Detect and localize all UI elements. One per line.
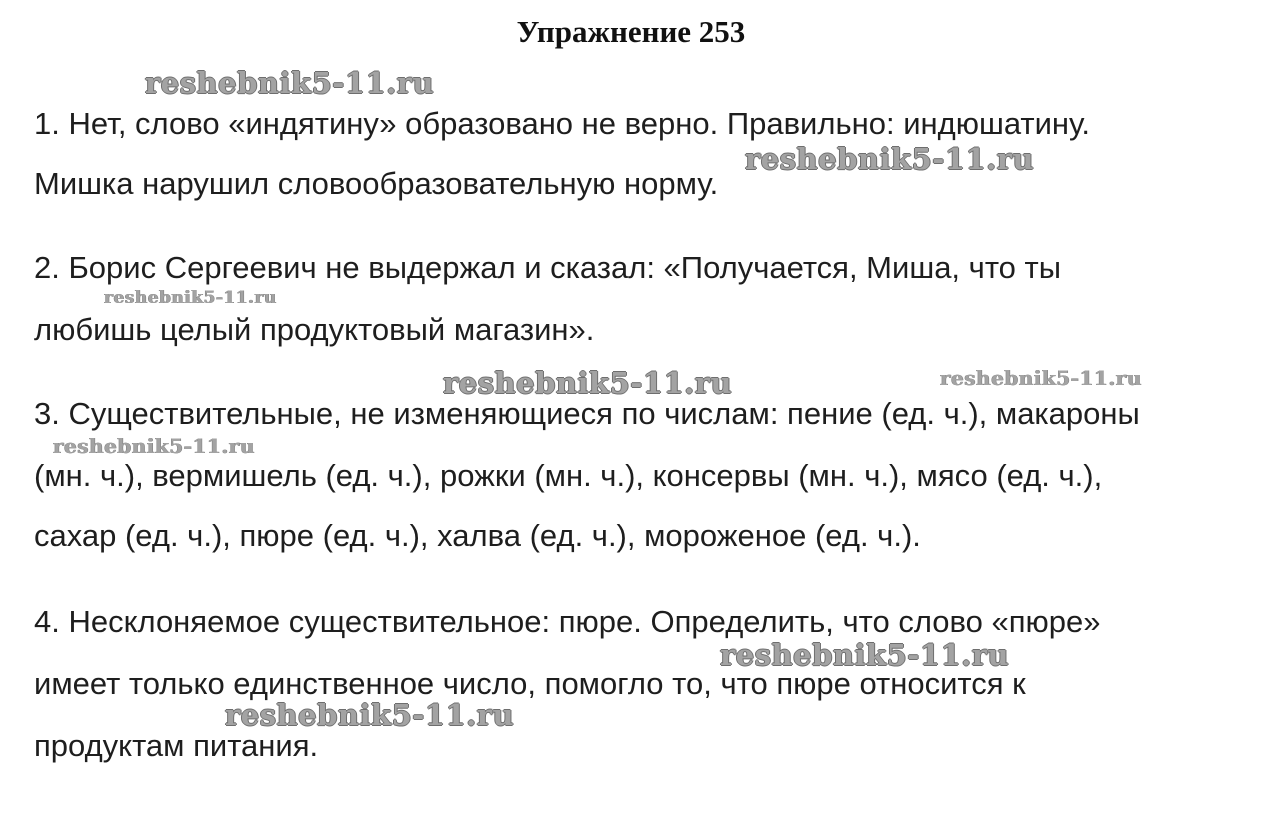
paragraph-1-line-1: 1. Нет, слово «индятину» образовано не верно. Правильно: индюшатину. xyxy=(34,106,1091,141)
watermark: reshebnik5-11.ru xyxy=(443,366,733,400)
watermark: reshebnik5-11.ru xyxy=(940,366,1142,390)
exercise-title: Упражнение 253 xyxy=(516,14,746,49)
paragraph-1-line-2: Мишка нарушил словообразовательную норму. xyxy=(34,166,719,201)
watermark: reshebnik5-11.ru xyxy=(53,434,255,458)
paragraph-4-line-3: продуктам питания. xyxy=(34,728,319,763)
watermark: reshebnik5-11.ru xyxy=(745,142,1035,176)
watermark: reshebnik5-11.ru xyxy=(104,288,277,308)
paragraph-2-line-2: любишь целый продуктовый магазин». xyxy=(34,312,595,347)
watermark: reshebnik5-11.ru xyxy=(225,698,515,732)
paragraph-4-line-2: имеет только единственное число, помогло то, что пюре относится к xyxy=(34,666,1026,701)
paragraph-3-line-1: 3. Существительные, не изменяющиеся по числам: пение (ед. ч.), макароны xyxy=(34,396,1140,431)
paragraph-2-line-1: 2. Борис Сергеевич не выдержал и сказал: «Получается, Миша, что ты xyxy=(34,250,1061,285)
paragraph-3-line-2: (мн. ч.), вермишель (ед. ч.), рожки (мн. ч.), консервы (мн. ч.), мясо (ед. ч.), xyxy=(34,458,1103,493)
paragraph-3-line-3: сахар (ед. ч.), пюре (ед. ч.), халва (ед. ч.), мороженое (ед. ч.). xyxy=(34,518,921,553)
watermark: reshebnik5-11.ru xyxy=(720,638,1010,672)
paragraph-4-line-1: 4. Несклоняемое существительное: пюре. Определить, что слово «пюре» xyxy=(34,604,1101,639)
watermark: reshebnik5-11.ru xyxy=(145,66,435,100)
